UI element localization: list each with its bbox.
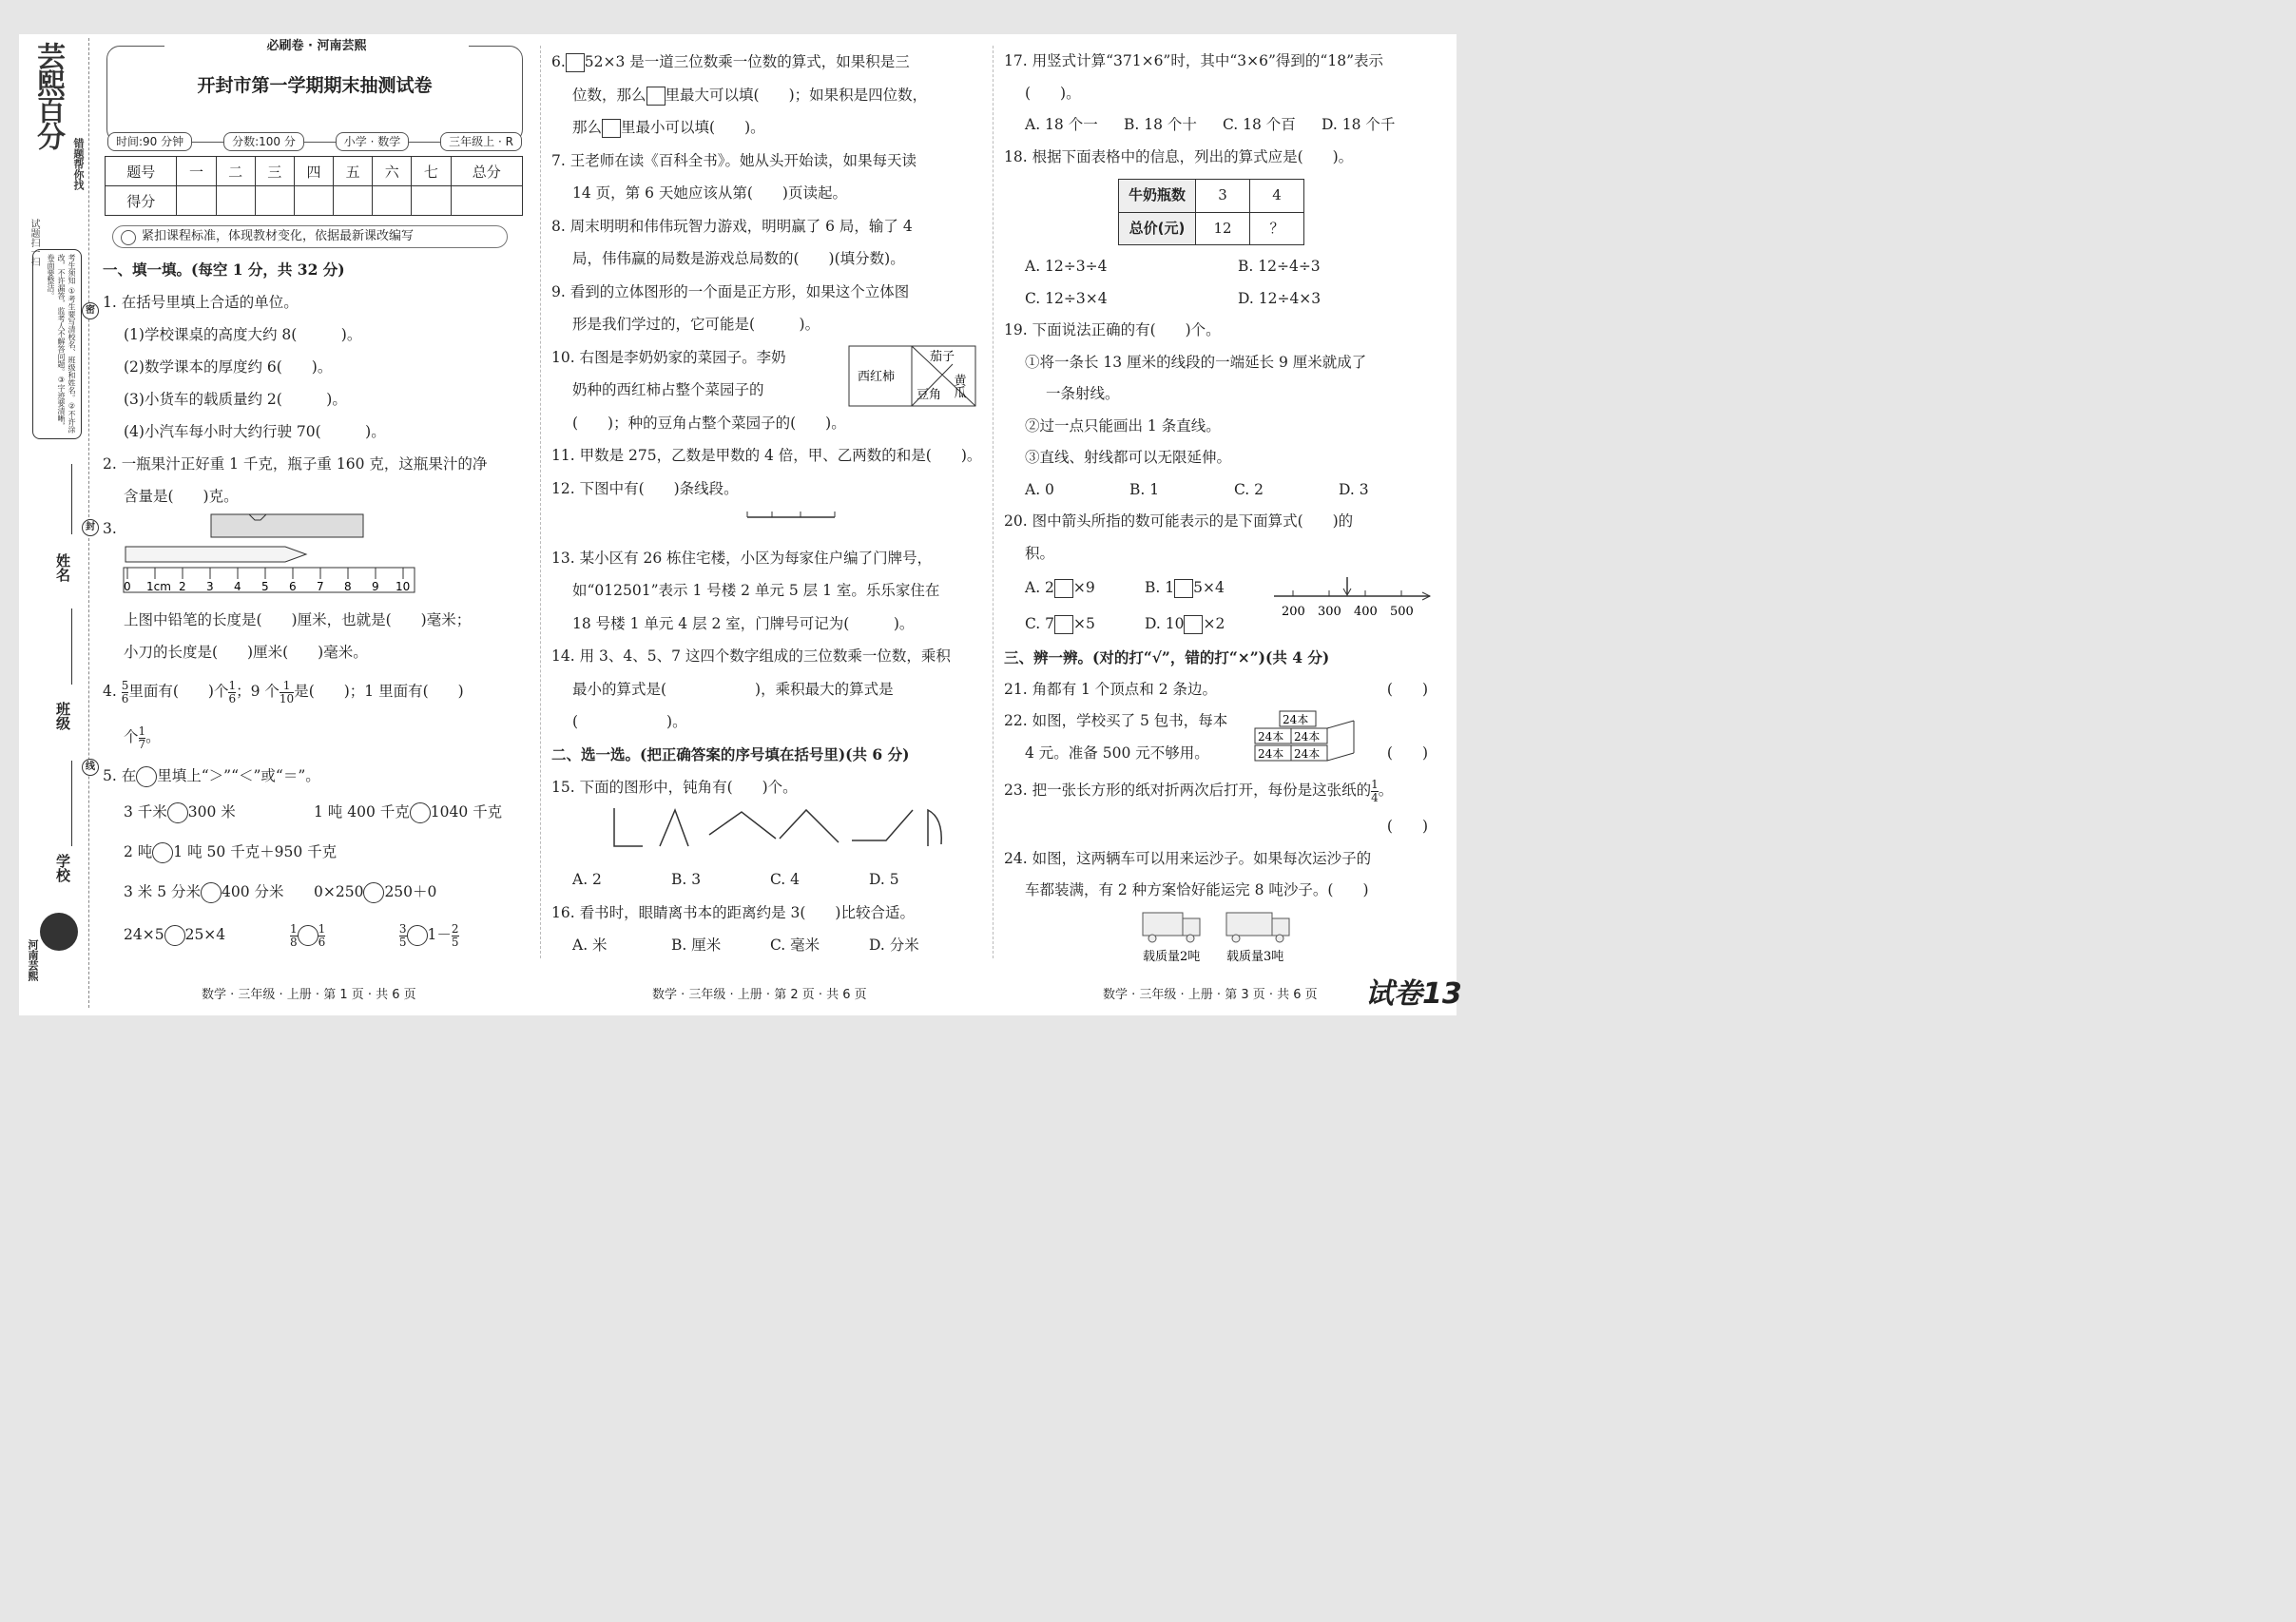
option-a[interactable]: A. 米: [572, 937, 608, 954]
score-cell[interactable]: [216, 186, 255, 216]
truck-2t: [1143, 913, 1200, 942]
table-cell: 12: [1196, 212, 1250, 245]
number-line-label: 200: [1282, 605, 1305, 619]
option-d[interactable]: D. 5: [869, 871, 899, 888]
fraction: $\frac{1}{6}$: [318, 921, 326, 949]
score-header-cell: 总分: [451, 157, 522, 186]
option-a[interactable]: A. 0: [1025, 480, 1054, 498]
exam-notes: 考生须知 ①考生要写清校名、班级和姓名。②不许涂改，不许漏答，监考人不解答问题。③字迹要清晰，卷面要整洁。: [32, 249, 82, 439]
compare-row-2: [103, 832, 527, 872]
question-10: [551, 341, 981, 440]
section-2-heading: 二、选一选。(把正确答案的序号填在括号里)(共 6 分): [551, 744, 910, 763]
option-c[interactable]: C. 12÷3×4: [1025, 289, 1108, 307]
score-cell[interactable]: [334, 186, 373, 216]
score-cell[interactable]: [412, 186, 451, 216]
truck-capacity-label: 载质量2吨: [1143, 949, 1201, 964]
option-b[interactable]: B. 12÷4÷3: [1238, 258, 1321, 275]
paper-title: 开封市第一学期期末抽测试卷: [197, 75, 433, 96]
score-cell[interactable]: [451, 186, 522, 216]
text: 21. 角都有 1 个顶点和 2 条边。: [1004, 680, 1218, 698]
question-20-cont: 积。: [1025, 544, 1055, 562]
answer-circle[interactable]: [201, 882, 222, 903]
answer-paren[interactable]: ( ): [1386, 743, 1428, 762]
question-14-c: ( )。: [572, 713, 687, 730]
ruler-label: 10: [396, 580, 411, 593]
option-d[interactable]: D. 12÷4×3: [1238, 289, 1322, 307]
question-24-cont: 车都装满，有 2 种方案恰好能运完 8 吨沙子。( ): [1025, 881, 1369, 898]
compare-right: 300 米: [187, 803, 236, 821]
book-pack-label: 24本: [1283, 713, 1309, 726]
scan-hint: 试题扫一扫: [29, 219, 39, 266]
garden-figure: [848, 345, 977, 408]
score-header-cell: 三: [255, 157, 294, 186]
question-3-b: 小刀的长度是( )厘米( )毫米。: [124, 644, 368, 661]
text: 里最小可以填( )。: [621, 119, 765, 136]
answer-box[interactable]: [1184, 615, 1203, 634]
milk-price-table: [1118, 179, 1304, 245]
question-4-cont: [103, 714, 527, 760]
subject-badge: 小学 · 数学: [336, 132, 409, 151]
question-13: 13. 某小区有 26 栋住宅楼，小区为每家住户编了门牌号，: [551, 549, 933, 567]
question-16: 16. 看书时，眼睛离书本的距离约是 3( )比较合适。: [551, 903, 915, 921]
number-line-label: 400: [1354, 605, 1378, 619]
pencil-shape: [125, 547, 306, 562]
fraction: $\frac{1}{10}$: [279, 678, 295, 705]
fraction: $\frac{5}{6}$: [121, 678, 129, 705]
divider: [71, 608, 72, 685]
answer-box[interactable]: [1174, 579, 1193, 598]
question-3-a: 上图中铅笔的长度是( )厘米，也就是( )毫米；: [124, 611, 472, 628]
section-3-heading: 三、辨一辨。(对的打“√”，错的打“×”)(共 4 分): [1004, 648, 1330, 666]
question-22: [1004, 705, 1439, 769]
text: 23. 把一张长方形的纸对折两次后打开，每份是这张纸的: [1004, 782, 1372, 799]
compare-row-4: [103, 912, 527, 957]
paper-header: [106, 39, 523, 148]
text: ×2: [1203, 615, 1225, 632]
garden-label: 黄瓜: [951, 373, 966, 398]
answer-circle[interactable]: [152, 842, 173, 863]
page-footer-3: 数学 · 三年级 · 上册 · 第 3 页 · 共 6 页: [1103, 988, 1318, 1002]
option-b[interactable]: B. 3: [671, 871, 702, 888]
question-2: 2. 一瓶果汁正好重 1 千克，瓶子重 160 克，这瓶果汁的净: [103, 455, 488, 473]
question-4-number: 4.: [103, 683, 117, 700]
ruler-label: 1cm: [146, 580, 171, 593]
option-b[interactable]: B. 厘米: [671, 937, 722, 954]
grade-badge: 三年级上 · R: [440, 132, 522, 151]
question-9-cont: 形是我们学过的，它可能是( )。: [572, 316, 820, 333]
fraction: $\frac{1}{8}$: [289, 921, 298, 949]
text: C. 7: [1025, 615, 1055, 632]
answer-box[interactable]: [646, 87, 666, 106]
question-15: 15. 下面的图形中，钝角有( )个。: [551, 779, 798, 796]
question-3-number: 3.: [103, 520, 117, 537]
question-17: 17. 用竖式计算“371×6”时，其中“3×6”得到的“18”表示: [1004, 52, 1383, 69]
text: ×9: [1072, 579, 1095, 596]
question-4: [103, 668, 527, 714]
text: 5×4: [1193, 579, 1225, 596]
text: 里填上“＞”“＜”或“＝”。: [157, 767, 320, 784]
table-header-cell: 牛奶瓶数: [1119, 180, 1196, 213]
question-3: [103, 512, 527, 604]
question-20: 20. 图中箭头所指的数可能表示的是下面算式( )的: [1004, 512, 1354, 530]
text: 里最大可以填( )；如果积是四位数，: [665, 86, 928, 104]
name-field-label: 姓名: [54, 553, 71, 582]
page-column-1: [103, 39, 527, 957]
question-17-options: [1004, 109, 1439, 142]
text: 6.: [551, 53, 566, 70]
option-d[interactable]: D. 18 个千: [1322, 116, 1396, 133]
compare-left: 3 千米: [124, 803, 167, 821]
ruler-label: 5: [261, 580, 269, 593]
question-1-3: (3)小货车的载质量约 2( )。: [124, 391, 347, 408]
score-header-cell: 六: [373, 157, 412, 186]
score-header-cell: 一: [177, 157, 216, 186]
answer-box[interactable]: [1054, 579, 1073, 598]
table-cell: 3: [1196, 180, 1250, 213]
question-10-line: 10. 右图是李奶奶家的菜园子。李奶: [551, 348, 786, 366]
book-pack-label: 24本: [1258, 730, 1284, 743]
score-table: [105, 156, 523, 216]
paper-number: 试卷13: [1365, 977, 1462, 1011]
text: 5. 在: [103, 767, 137, 784]
compare-left: 24×5: [124, 926, 164, 943]
compare-left: 3 米 5 分米: [124, 883, 202, 900]
truck-capacity-label: 载质量3吨: [1226, 949, 1284, 964]
score-header-cell: 五: [334, 157, 373, 186]
question-5: [103, 760, 527, 792]
text: A. 2: [1025, 579, 1054, 596]
compare-left: 0×250: [314, 883, 364, 900]
statement-1: ①将一条长 13 厘米的线段的一端延长 9 厘米就成了: [1025, 353, 1367, 371]
question-24: 24. 如图，这两辆车可以用来运沙子。如果每次运沙子的: [1004, 849, 1372, 867]
score-header-cell: 七: [412, 157, 451, 186]
slogan: 错题帮你找: [72, 138, 85, 190]
score-header-cell: 二: [216, 157, 255, 186]
ruler-figure: [120, 512, 424, 604]
fraction: $\frac{1}{7}$: [138, 724, 146, 751]
score-cell[interactable]: [177, 186, 216, 216]
question-1: 1. 在括号里填上合适的单位。: [103, 294, 299, 311]
text: B. 1: [1145, 579, 1175, 596]
option-c[interactable]: C. 毫米: [770, 937, 820, 954]
book-pack-label: 24本: [1294, 747, 1321, 761]
ruler-label: 0: [124, 580, 131, 593]
compare-left: 2 吨: [124, 843, 153, 860]
page-column-2: [551, 46, 981, 962]
option-d[interactable]: D. 3: [1339, 480, 1369, 498]
answer-circle[interactable]: [167, 802, 188, 823]
question-20-options: [1004, 570, 1439, 642]
compare-right: 1040 千克: [430, 803, 503, 821]
text: 。: [1378, 782, 1394, 799]
compare-right: 250＋0: [384, 883, 437, 900]
truck-3t: [1226, 913, 1289, 942]
question-8-cont: 局，伟伟赢的局数是游戏总局数的( )(填分数)。: [572, 250, 905, 267]
text: 。: [145, 728, 161, 745]
compare-row-1: [103, 792, 527, 832]
option-d[interactable]: D. 分米: [869, 937, 919, 954]
answer-box[interactable]: [1054, 615, 1073, 634]
answer-circle[interactable]: [136, 766, 157, 787]
column-divider: [993, 46, 994, 958]
answer-circle[interactable]: [407, 925, 428, 946]
question-12: 12. 下图中有( )条线段。: [551, 479, 739, 497]
question-13-c: 18 号楼 1 单元 4 层 2 室，门牌号可记为( )。: [572, 614, 915, 632]
book-pack-label: 24本: [1294, 730, 1321, 743]
seal-mark-xian: 线: [82, 759, 99, 776]
compare-row-3: [103, 872, 527, 912]
number-line: [1270, 575, 1436, 623]
class-field-line[interactable]: [71, 761, 72, 846]
score-badge: 分数:100 分: [223, 132, 304, 151]
books-figure: [1251, 709, 1365, 764]
option-b[interactable]: B. 1: [1129, 480, 1160, 498]
question-23-answer: [1004, 811, 1439, 843]
question-16-options: [551, 929, 981, 962]
trucks-figure: [1004, 907, 1439, 966]
ruler-label: 3: [206, 580, 214, 593]
answer-circle[interactable]: [363, 882, 384, 903]
option-b[interactable]: B. 18 个十: [1124, 116, 1197, 133]
statement-3: ③直线、射线都可以无限延伸。: [1025, 449, 1232, 466]
option-c[interactable]: C. 4: [770, 871, 801, 888]
question-19: 19. 下面说法正确的有( )个。: [1004, 321, 1221, 338]
table-cell: ？: [1250, 212, 1304, 245]
text: ×5: [1073, 615, 1095, 632]
answer-box[interactable]: [566, 53, 585, 72]
option-c[interactable]: C. 18 个百: [1223, 116, 1296, 133]
brand-logo-text: 芸熙百分: [31, 42, 65, 148]
statement-1-cont: 一条射线。: [1046, 385, 1120, 402]
question-15-options: [551, 863, 981, 897]
text: 里面有( )个: [128, 683, 229, 700]
text: D. 10: [1145, 615, 1185, 632]
fraction: $\frac{1}{4}$: [1371, 777, 1379, 804]
page-footer-1: 数学 · 三年级 · 上册 · 第 1 页 · 共 6 页: [202, 988, 416, 1002]
question-13-b: 如“012501”表示 1 号楼 2 单元 5 层 1 室。乐乐家住在: [572, 582, 940, 599]
page-column-3: [1004, 46, 1439, 977]
time-badge: 时间:90 分钟: [107, 132, 192, 151]
line-segments-figure: [551, 505, 981, 530]
ruler-label: 7: [317, 580, 324, 593]
answer-paren[interactable]: ( ): [1386, 818, 1428, 835]
question-6: [551, 46, 981, 79]
score-cell[interactable]: [294, 186, 333, 216]
question-17-cont: ( )。: [1025, 84, 1081, 102]
fraction: $\frac{3}{5}$: [398, 921, 407, 949]
question-18-options-cd: [1004, 283, 1439, 316]
option-a[interactable]: A. 18 个一: [1025, 116, 1098, 133]
score-row-label: 得分: [106, 186, 177, 216]
question-1-2: (2)数学课本的厚度约 6( )。: [124, 358, 333, 376]
ruler-label: 9: [372, 580, 379, 593]
question-18-options-ab: [1004, 251, 1439, 283]
compare-left: 1 吨 400 千克: [314, 803, 410, 821]
question-22-line: 22. 如图，学校买了 5 包书，每本: [1004, 712, 1228, 729]
fraction: $\frac{1}{6}$: [228, 678, 237, 705]
table-header-cell: 总价(元): [1119, 212, 1196, 245]
score-header-cell: 题号: [106, 157, 177, 186]
knife-shape: [211, 514, 363, 537]
ruler-label: 6: [289, 580, 297, 593]
score-cell[interactable]: [373, 186, 412, 216]
question-18: 18. 根据下面表格中的信息，列出的算式应是( )。: [1004, 147, 1354, 165]
question-14: 14. 用 3、4、5、7 这四个数字组成的三位数乘一位数，乘积: [551, 647, 951, 665]
number-line-label: 500: [1390, 605, 1414, 619]
question-1-4: (4)小汽车每小时大约行驶 70( )。: [124, 423, 386, 440]
fraction: $\frac{2}{5}$: [451, 921, 459, 949]
question-7-cont: 14 页，第 6 天她应该从第( )页读起。: [572, 184, 847, 202]
question-7: 7. 王老师在读《百科全书》。她从头开始读，如果每天读: [551, 151, 916, 169]
school-field-label: 学校: [54, 854, 71, 882]
option-a[interactable]: A. 2: [572, 871, 602, 888]
class-field-label: 班级: [54, 702, 71, 730]
question-11: 11. 甲数是 275，乙数是甲数的 4 倍，甲、乙两数的和是( )。: [551, 447, 982, 464]
page-footer-2: 数学 · 三年级 · 上册 · 第 2 页 · 共 6 页: [652, 988, 867, 1002]
question-9: 9. 看到的立体图形的一个面是正方形，如果这个立体图: [551, 282, 910, 300]
question-14-b: 最小的算式是( )，乘积最大的算式是: [572, 680, 894, 698]
text: ；9 个: [236, 683, 280, 700]
answer-circle[interactable]: [164, 925, 185, 946]
text: 那么: [572, 119, 603, 136]
table-cell: 4: [1250, 180, 1304, 213]
compare-right: 25×4: [184, 926, 226, 943]
score-header-cell: 四: [294, 157, 333, 186]
compare-right: 400 分米: [222, 883, 284, 900]
option-a[interactable]: A. 12÷3÷4: [1025, 258, 1108, 275]
question-19-options: [1004, 474, 1439, 507]
column-divider: [540, 46, 541, 958]
ruler-label: 4: [234, 580, 241, 593]
question-10-line: ( )；种的豆角占整个菜园子的( )。: [572, 414, 846, 432]
question-10-line: 奶种的西红柿占整个菜园子的: [572, 381, 764, 398]
question-21: [1004, 674, 1439, 706]
number-line-label: 300: [1318, 605, 1341, 619]
text: 52×3 是一道三位数乘一位数的算式，如果积是三: [584, 53, 910, 70]
curriculum-banner: 紧扣课程标准，体现教材变化，依据最新课改编写: [112, 225, 508, 248]
text: 4 元。准备 500 元不够用。: [1025, 743, 1209, 762]
seal-mark-mi: 密: [82, 302, 99, 319]
question-6-b: [551, 79, 981, 112]
garden-label: 豆角: [916, 387, 942, 402]
answer-box[interactable]: [602, 119, 621, 138]
answer-circle[interactable]: [410, 802, 431, 823]
compare-right: 1 吨 50 千克＋950 千克: [173, 843, 338, 860]
answer-circle[interactable]: [298, 925, 318, 946]
question-23: [1004, 769, 1439, 811]
publisher-logo: 河南芸熙: [30, 913, 78, 1008]
text: 个: [124, 728, 139, 745]
paper-meta: [107, 132, 522, 151]
book-pack-label: 24本: [1258, 747, 1284, 761]
header-brand: 必刷卷 · 河南芸熙: [164, 35, 469, 53]
question-1-1: (1)学校课桌的高度大约 8( )。: [124, 326, 362, 343]
garden-label: 茄子: [930, 349, 955, 364]
ruler-label: 8: [344, 580, 352, 593]
seal-mark-feng: 封: [82, 519, 99, 536]
garden-label: 西红柿: [858, 369, 896, 384]
question-6-c: [551, 111, 981, 145]
text: 1－: [427, 926, 452, 943]
question-8: 8. 周末明明和伟伟玩智力游戏，明明赢了 6 局，输了 4: [551, 217, 913, 235]
name-field-line[interactable]: [71, 464, 72, 534]
option-c[interactable]: C. 2: [1234, 480, 1264, 498]
text: 是( )；1 里面有( ): [294, 683, 464, 700]
angles-figure: [551, 804, 981, 852]
question-22-line: [1004, 738, 1439, 770]
answer-paren[interactable]: ( ): [1386, 680, 1428, 698]
text: 位数，那么: [572, 86, 646, 104]
score-cell[interactable]: [255, 186, 294, 216]
question-2-cont: 含量是( )克。: [124, 488, 239, 505]
statement-2: ②过一点只能画出 1 条直线。: [1025, 416, 1221, 434]
section-1-heading: 一、填一填。(每空 1 分，共 32 分): [103, 261, 345, 279]
ruler-label: 2: [179, 580, 186, 593]
